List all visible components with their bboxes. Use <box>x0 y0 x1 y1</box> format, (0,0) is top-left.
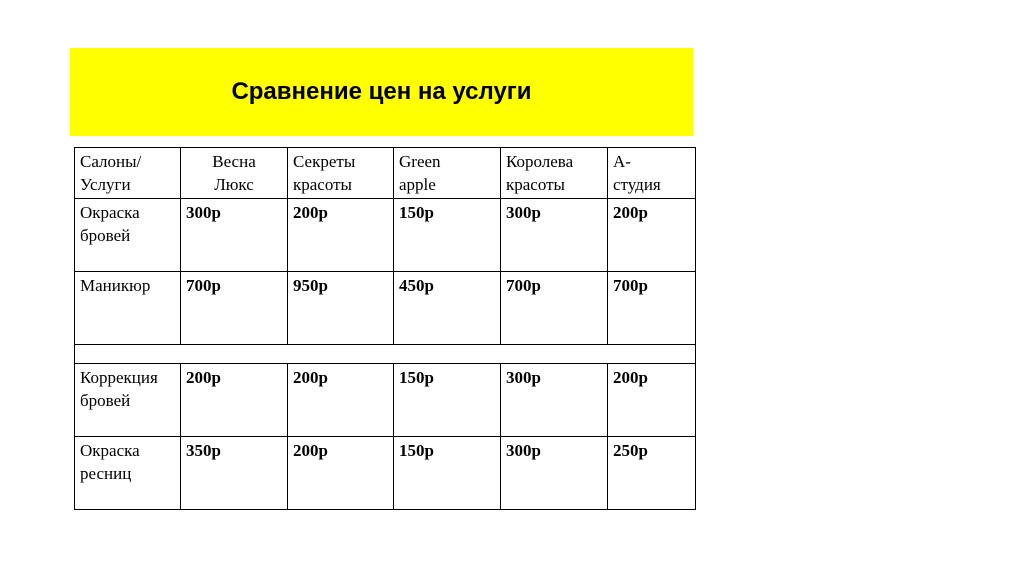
page-title: Сравнение цен на услуги <box>231 78 532 105</box>
table-row <box>75 199 696 272</box>
header-cell: Королева красоты <box>501 148 608 199</box>
table-row <box>75 364 696 437</box>
price-cell: 150р <box>394 364 501 437</box>
price-table <box>74 147 696 510</box>
price-cell: 300р <box>501 364 608 437</box>
table-empty-row <box>75 345 696 364</box>
service-name-cell: Окраска бровей <box>75 199 181 272</box>
price-cell: 700р <box>608 272 696 345</box>
service-name-cell: Маникюр <box>75 272 181 345</box>
price-cell: 300р <box>501 199 608 272</box>
header-cell: Секреты красоты <box>288 148 394 199</box>
price-cell: 700р <box>501 272 608 345</box>
price-cell: 950р <box>288 272 394 345</box>
header-cell: Green apple <box>394 148 501 199</box>
service-name-cell: Окраска ресниц <box>75 437 181 510</box>
table-row <box>75 272 696 345</box>
price-cell: 150р <box>394 437 501 510</box>
price-cell: 150р <box>394 199 501 272</box>
price-cell: 200р <box>181 364 288 437</box>
empty-cell <box>75 345 696 364</box>
price-cell: 350р <box>181 437 288 510</box>
price-cell: 700р <box>181 272 288 345</box>
price-cell: 300р <box>501 437 608 510</box>
price-cell: 200р <box>288 437 394 510</box>
service-name-cell: Коррекция бровей <box>75 364 181 437</box>
title-banner <box>70 48 693 136</box>
table-row <box>75 437 696 510</box>
header-cell: А- студия <box>608 148 696 199</box>
price-cell: 450р <box>394 272 501 345</box>
table-header-row <box>75 148 696 199</box>
price-cell: 200р <box>288 199 394 272</box>
price-cell: 300р <box>181 199 288 272</box>
price-cell: 200р <box>608 364 696 437</box>
header-cell: Весна Люкс <box>181 148 288 199</box>
price-cell: 200р <box>608 199 696 272</box>
price-cell: 250р <box>608 437 696 510</box>
header-cell: Салоны/ Услуги <box>75 148 181 199</box>
price-cell: 200р <box>288 364 394 437</box>
